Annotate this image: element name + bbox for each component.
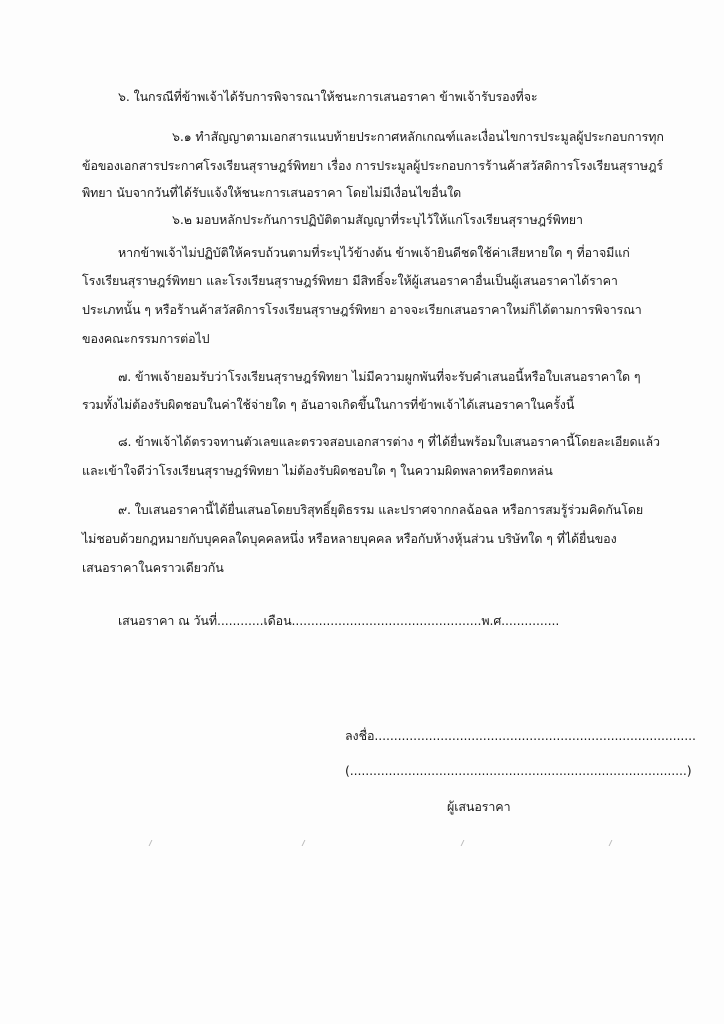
clause-9-line-1: ๙. ใบเสนอราคานี้ได้ยื่นเสนอโดยบริสุทธิ์ยุติธรรม และปราศจากกลฉ้อฉล หรือการสมรู้ร่วมคิดกันโดย bbox=[118, 502, 644, 517]
signature-name-line: (.......................................................................................) bbox=[345, 763, 692, 778]
penalty-paragraph-line-1: หากข้าพเจ้าไม่ปฏิบัติให้ครบถ้วนตามที่ระบุไว้ข้างต้น ข้าพเจ้ายินดีชดใช้ค่าเสียหายใด ๆ ที่อาจมีแก่ bbox=[118, 245, 630, 260]
penalty-paragraph-line-3: ประเภทนั้น ๆ หรือร้านค้าสวัสดิการโรงเรียนสุราษฎร์พิทยา อาจจะเรียกเสนอราคาใหม่ก็ได้ตามการพิจารณา bbox=[82, 302, 642, 317]
scan-mark bbox=[461, 840, 469, 846]
clause-9-line-3: เสนอราคาในคราวเดียวกัน bbox=[82, 560, 224, 575]
clause-9-line-2: ไม่ชอบด้วยกฎหมายกับบุคคลใดบุคคลหนึ่ง หรือหลายบุคคล หรือกับห้างหุ้นส่วน บริษัทใด ๆ ที่ได้ยื่นของ bbox=[82, 531, 617, 546]
penalty-paragraph-line-2: โรงเรียนสุราษฎร์พิทยา และโรงเรียนสุราษฎร์พิทยา มีสิทธิ์จะให้ผู้เสนอราคาอื่นเป็นผู้เสนอราคาได้ราคา bbox=[82, 273, 618, 288]
clause-7-line-1: ๗. ข้าพเจ้ายอมรับว่าโรงเรียนสุราษฎร์พิทยา ไม่มีความผูกพันที่จะรับคำเสนอนี้หรือใบเสนอราคาใด ๆ bbox=[118, 369, 641, 384]
clause-8-line-1: ๘. ข้าพเจ้าได้ตรวจทานตัวเลขและตรวจสอบเอกสารต่าง ๆ ที่ได้ยื่นพร้อมใบเสนอราคานี้โดยละเอียดแล้ว bbox=[118, 434, 660, 449]
clause-7-line-2: รวมทั้งไม่ต้องรับผิดชอบในค่าใช้จ่ายใด ๆ อันอาจเกิดขึ้นในการที่ข้าพเจ้าได้เสนอราคาในครั้งนี้ bbox=[82, 397, 575, 412]
clause-6-heading: ๖. ในกรณีที่ข้าพเจ้าได้รับการพิจารณาให้ชนะการเสนอราคา ข้าพเจ้ารับรองที่จะ bbox=[118, 89, 538, 104]
penalty-paragraph-line-4: ของคณะกรรมการต่อไป bbox=[82, 331, 210, 346]
clause-6-2: ๖.๒ มอบหลักประกันการปฏิบัติตามสัญญาที่ระบุไว้ให้แก่โรงเรียนสุราษฎร์พิทยา bbox=[172, 212, 583, 227]
clause-6-1-line-1: ๖.๑ ทำสัญญาตามเอกสารแนบท้ายประกาศหลักเกณฑ์และเงื่อนไขการประมูลผู้ประกอบการทุก bbox=[172, 129, 664, 144]
scan-mark bbox=[302, 840, 310, 846]
clause-6-1-line-3: พิทยา นับจากวันที่ได้รับแจ้งให้ชนะการเสนอราคา โดยไม่มีเงื่อนไขอื่นใด bbox=[82, 185, 462, 200]
clause-8-line-2: และเข้าใจดีว่าโรงเรียนสุราษฎร์พิทยา ไม่ต้องรับผิดชอบใด ๆ ในความผิดพลาดหรือตกหล่น bbox=[82, 463, 553, 478]
date-line: เสนอราคา ณ วันที่............เดือน.................................................พ.ศ............... bbox=[118, 613, 560, 628]
signatory-title: ผู้เสนอราคา bbox=[447, 799, 511, 814]
signature-line: ลงชื่อ................................................................................... bbox=[345, 728, 696, 743]
clause-6-1-line-2: ข้อของเอกสารประกาศโรงเรียนสุราษฎร์พิทยา เรื่อง การประมูลผู้ประกอบการร้านค้าสวัสดิการโรงเรียนสุราษฎร์ bbox=[82, 158, 663, 173]
scan-mark bbox=[609, 840, 617, 846]
scan-mark bbox=[149, 840, 157, 846]
